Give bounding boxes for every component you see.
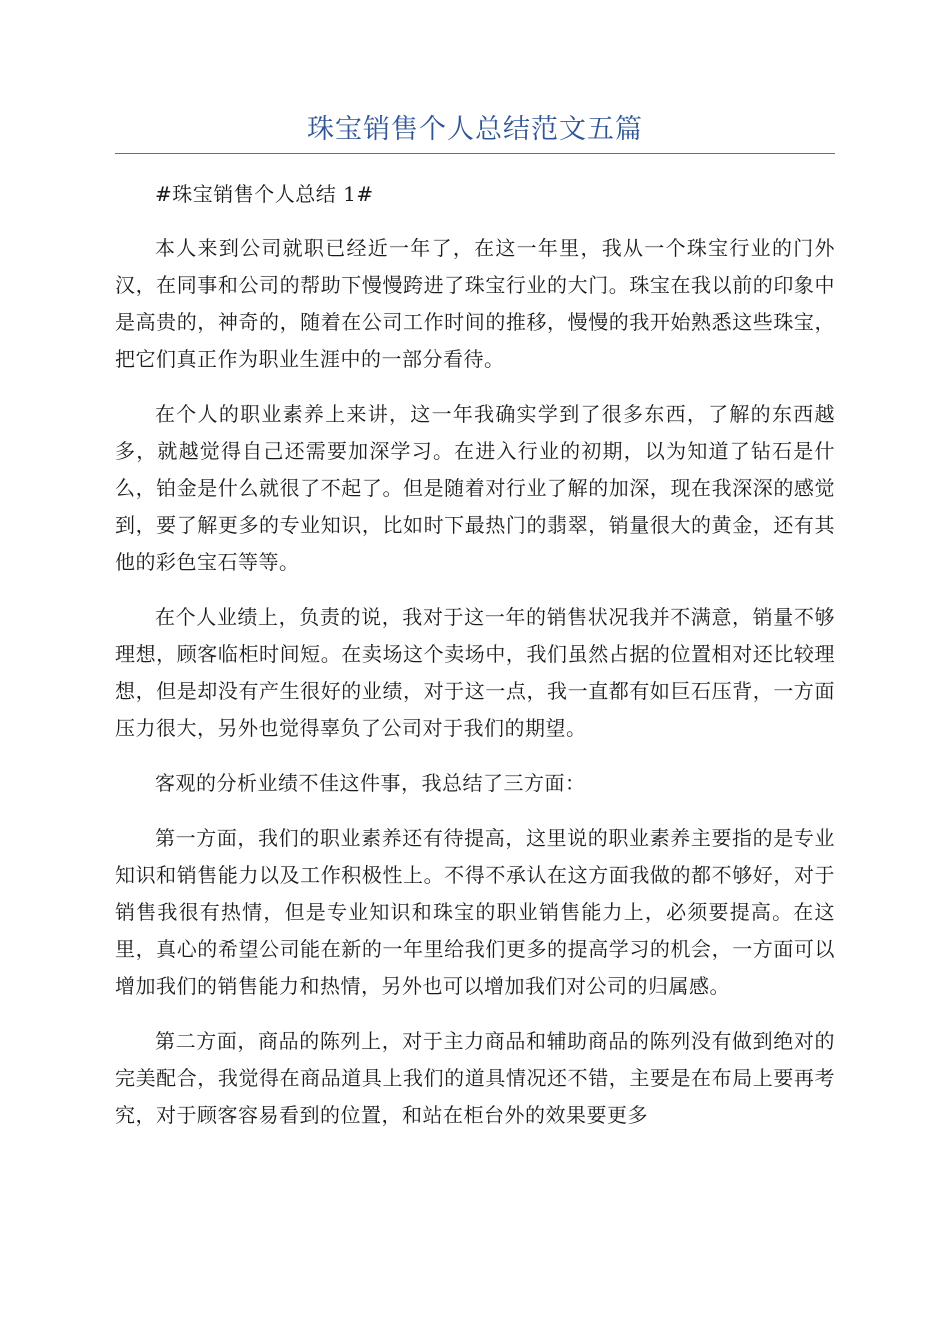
document-title: 珠宝销售个人总结范文五篇 — [307, 114, 643, 145]
paragraph: 在个人的职业素养上来讲，这一年我确实学到了很多东西，了解的东西越多，就越觉得自己还需要加深学习。在进入行业的初期，以为知道了钻石是什么，铂金是什么就很了不起了。但是随着对行业了解的加深，现在我深深的感觉到，要了解更多的专业知识，比如时下最热门的翡翠，销量很大的黄金，还有其他的彩色宝石等等。 — [115, 402, 835, 574]
paragraph: 客观的分析业绩不佳这件事，我总结了三方面： — [155, 771, 586, 795]
paragraph: 本人来到公司就职已经近一年了，在这一年里，我从一个珠宝行业的门外汉，在同事和公司的帮助下慢慢跨进了珠宝行业的大门。珠宝在我以前的印象中是高贵的，神奇的，随着在公司工作时间的推移，慢慢的我开始熟悉这些珠宝，把它们真正作为职业生涯中的一部分看待。 — [115, 236, 835, 371]
section-heading: #珠宝销售个人总结 1# — [155, 182, 374, 206]
title-underline — [115, 153, 835, 154]
paragraph: 在个人业绩上，负责的说，我对于这一年的销售状况我并不满意，销量不够理想，顾客临柜时间短。在卖场这个卖场中，我们虽然占据的位置相对还比较理想，但是却没有产生很好的业绩，对于这一点，我一直都有如巨石压背，一方面压力很大，另外也觉得辜负了公司对于我们的期望。 — [115, 605, 835, 740]
paragraph: 第一方面，我们的职业素养还有待提高，这里说的职业素养主要指的是专业知识和销售能力以及工作积极性上。不得不承认在这方面我做的都不够好，对于销售我很有热情，但是专业知识和珠宝的职业销售能力上，必须要提高。在这里，真心的希望公司能在新的一年里给我们更多的提高学习的机会，一方面可以增加我们的销售能力和热情，另外也可以增加我们对公司的归属感。 — [115, 826, 835, 998]
paragraph: 第二方面，商品的陈列上，对于主力商品和辅助商品的陈列没有做到绝对的完美配合，我觉得在商品道具上我们的道具情况还不错，主要是在布局上要再考究，对于顾客容易看到的位置，和站在柜台外的效果要更多 — [115, 1029, 835, 1127]
document-body — [115, 176, 835, 1152]
